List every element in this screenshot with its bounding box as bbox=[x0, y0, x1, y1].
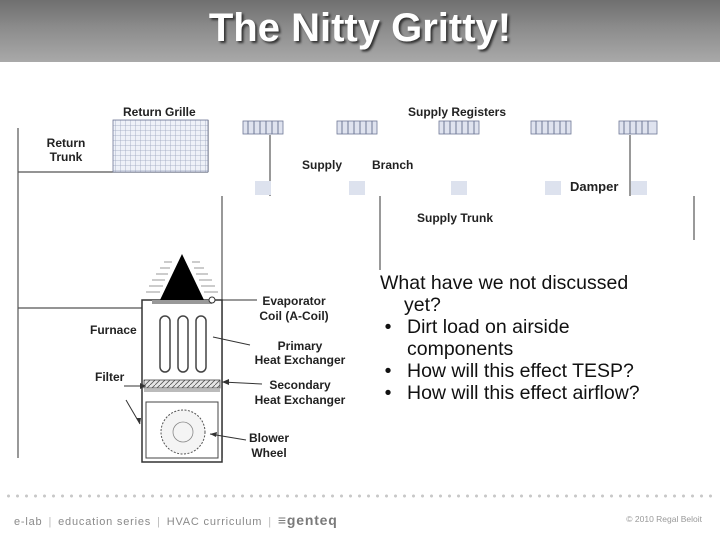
footer-genteq: genteq bbox=[286, 512, 338, 528]
label-branch: Branch bbox=[372, 158, 414, 172]
footer-copyright: © 2010 Regal Beloit bbox=[626, 514, 702, 524]
return-grille bbox=[113, 120, 208, 172]
footer-bar bbox=[0, 488, 720, 540]
footer-education: education series bbox=[58, 516, 152, 528]
label-blower-1: Blower bbox=[248, 431, 290, 445]
label-evaporator-1: Evaporator bbox=[262, 294, 326, 308]
slide-title: The Nitty Gritty! bbox=[208, 6, 512, 50]
label-filter: Filter bbox=[95, 370, 125, 384]
label-return-trunk-1: Return bbox=[46, 136, 86, 150]
question-line-1: What have we not discussed bbox=[380, 272, 629, 294]
bullet-line-1: Dirt load on airside bbox=[407, 316, 570, 338]
label-secondary-1: Secondary bbox=[269, 378, 331, 392]
evaporator-coil bbox=[160, 254, 204, 300]
label-primary-1: Primary bbox=[277, 339, 323, 353]
label-damper: Damper bbox=[570, 179, 619, 194]
bullet-line-1: How will this effect airflow? bbox=[407, 382, 640, 404]
bullet-list bbox=[380, 316, 700, 404]
label-secondary-2: Heat Exchanger bbox=[254, 393, 346, 407]
discussion-text bbox=[380, 272, 700, 404]
blower-wheel bbox=[161, 410, 205, 454]
bullet-dot-icon: • bbox=[384, 316, 392, 338]
primary-heat-exchanger bbox=[160, 316, 206, 372]
bullet-line-1: How will this effect TESP? bbox=[407, 360, 634, 382]
question-line-2: yet? bbox=[404, 294, 441, 316]
dotted-divider bbox=[4, 494, 716, 498]
footer-hvac: HVAC curriculum bbox=[166, 516, 263, 528]
genteq-logo-icon: ≡ bbox=[277, 512, 287, 528]
furnace-cabinet bbox=[142, 254, 222, 462]
label-supply-registers: Supply Registers bbox=[408, 105, 507, 119]
label-evaporator-2: Coil (A-Coil) bbox=[259, 309, 329, 323]
label-return-grille: Return Grille bbox=[123, 105, 196, 119]
bullet-item bbox=[380, 316, 700, 360]
label-blower-2: Wheel bbox=[251, 446, 287, 460]
filter-element bbox=[144, 380, 220, 388]
footer-brand: e-lab | education series | HVAC curriculum | ≡genteq bbox=[14, 512, 338, 528]
footer-elab: e-lab bbox=[14, 516, 43, 528]
bullet-item bbox=[380, 360, 700, 382]
label-supply-trunk: Supply Trunk bbox=[417, 211, 494, 225]
bullet-item bbox=[380, 382, 700, 404]
question-text bbox=[380, 272, 700, 316]
bullet-line-2: components bbox=[407, 338, 514, 360]
label-furnace: Furnace bbox=[90, 323, 137, 337]
bullet-dot-icon: • bbox=[384, 360, 392, 382]
bullet-dot-icon: • bbox=[384, 382, 392, 404]
label-supply: Supply bbox=[302, 158, 343, 172]
label-return-trunk-2: Trunk bbox=[49, 150, 83, 164]
label-primary-2: Heat Exchanger bbox=[254, 353, 346, 367]
